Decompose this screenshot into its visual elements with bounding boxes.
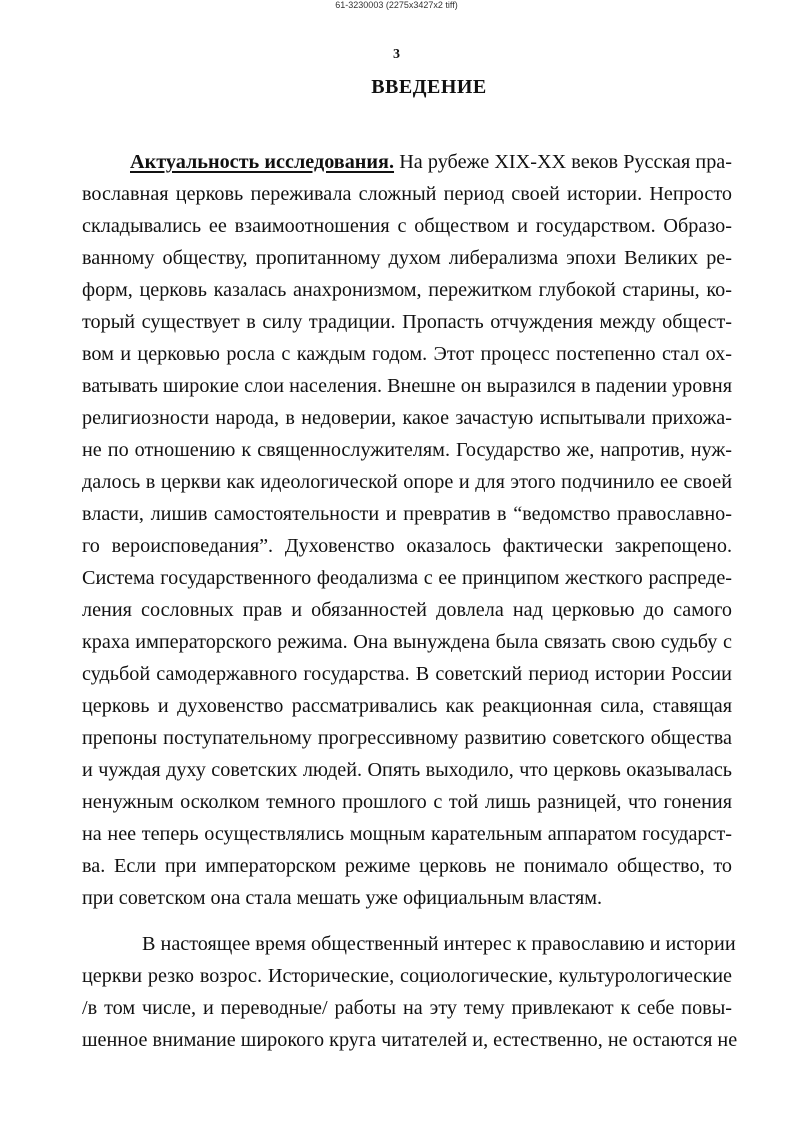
- paragraph-line: ва. Если при императорском режиме церковь не понимало общество, то: [82, 855, 732, 877]
- paragraph-line: и чуждая духу советских людей. Опять выходило, что церковь оказывалась: [82, 759, 732, 781]
- page-title: ВВЕДЕНИЕ: [371, 76, 487, 98]
- paragraph-line: церкви резко возрос. Исторические, социологические, культурологические: [82, 965, 732, 987]
- line-text: На рубеже XIX-XX веков Русская пра-: [394, 151, 732, 173]
- paragraph-line: форм, церковь казалась анахронизмом, пережитком глубокой старины, ко-: [82, 279, 732, 301]
- paragraph-line: [82, 146, 732, 178]
- paragraph-line: ления сословных прав и обязанностей довлела над церковью до самого: [82, 599, 732, 621]
- paragraph-line: вом и церковью росла с каждым годом. Этот процесс постепенно стал ох-: [82, 343, 732, 365]
- paragraph-line: религиозности народа, в недоверии, какое зачастую испытывали прихожа-: [82, 407, 732, 429]
- paragraph-line: /в том числе, и переводные/ работы на эту тему привлекают к себе повы-: [82, 997, 732, 1019]
- paragraph-line: при советском она стала мешать уже официальным властям.: [82, 887, 603, 909]
- paragraph-line: препоны поступательному прогрессивному развитию советского общества: [82, 727, 732, 749]
- paragraph-line: складывались ее взаимоотношения с обществом и государством. Образо-: [82, 215, 732, 237]
- scan-file-label: 61-3230003 (2275x3427x2 tiff): [335, 0, 458, 10]
- paragraph-line: ватывать широкие слои населения. Внешне он выразился в падении уровня: [82, 375, 732, 397]
- paragraph-line: [82, 928, 736, 960]
- paragraph-line: далось в церкви как идеологической опоре и для этого подчинило ее своей: [82, 471, 732, 493]
- line-text: В настоящее время общественный интерес к православию и истории: [142, 933, 736, 955]
- paragraph-line: на нее теперь осуществлялись мощным карательным аппаратом государст-: [82, 823, 732, 845]
- paragraph-line: ванному обществу, пропитанному духом либерализма эпохи Великих ре-: [82, 247, 732, 269]
- paragraph-line: судьбой самодержавного государства. В советский период истории России: [82, 663, 732, 685]
- paragraph-line: шенное внимание широкого круга читателей и, естественно, не остаются не: [82, 1029, 738, 1051]
- paragraph-current-interest: [82, 928, 738, 1056]
- paragraph-line: торый существует в силу традиции. Пропасть отчуждения между общест-: [82, 311, 732, 333]
- paragraph-line: го вероисповедания”. Духовенство оказалось фактически закрепощено.: [82, 535, 732, 557]
- paragraph-line: вославная церковь переживала сложный период своей истории. Непросто: [82, 183, 732, 205]
- paragraph-line: краха императорского режима. Она вынуждена была связать свою судьбу с: [82, 631, 732, 653]
- paragraph-relevance: [82, 146, 732, 914]
- paragraph-line: не по отношению к священнослужителям. Государство же, напротив, нуж-: [82, 439, 732, 461]
- paragraph-line: церковь и духовенство рассматривались как реакционная сила, ставящая: [82, 695, 732, 717]
- paragraph-line: ненужным осколком темного прошлого с той лишь разницей, что гонения: [82, 791, 732, 813]
- paragraph-line: власти, лишив самостоятельности и превратив в “ведомство православно-: [82, 503, 732, 525]
- page-number: 3: [393, 47, 400, 62]
- paragraph-line: Система государственного феодализма с ее принципом жесткого распреде-: [82, 567, 732, 589]
- section-lead: Актуальность исследования.: [130, 151, 395, 173]
